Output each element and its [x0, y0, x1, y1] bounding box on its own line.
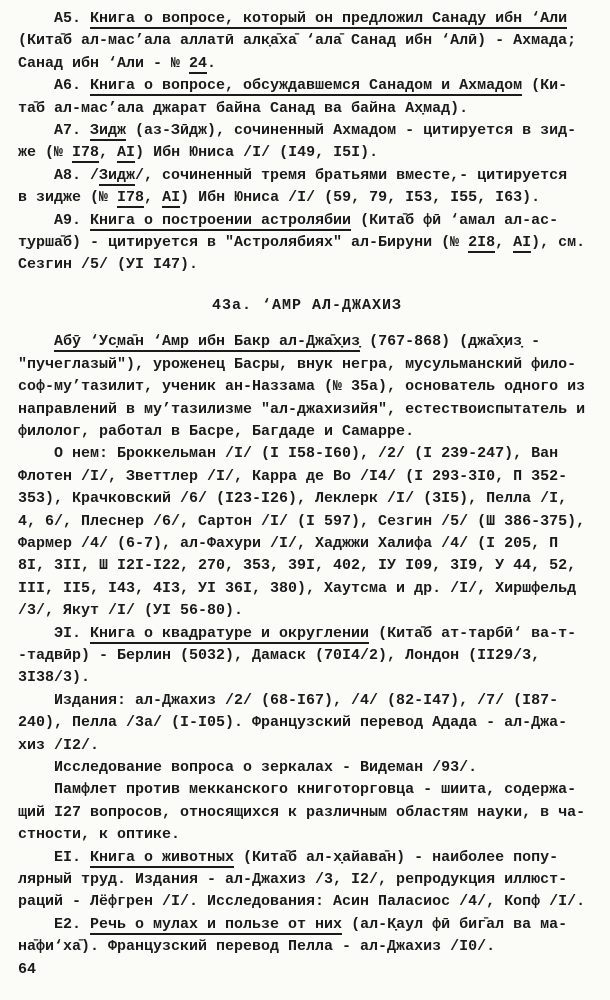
underlined-text: АI	[162, 189, 181, 207]
text-line	[18, 869, 596, 891]
text-segment: (Кита̄б ат-тарбӣ‘ ва-т-	[369, 624, 577, 642]
underlined-text: Абӯ ‘Ус̣ма̄н ‘Амр ибн Бакр ал-Джа̄х̣из̣	[54, 333, 361, 351]
text-line	[18, 331, 596, 353]
text-segment: Издания: ал-Джахиз /2/ (68-I67), /4/ (82-I47), /7/ (I87-	[18, 691, 559, 709]
text-segment: 353), Крачковский /6/ (I23-I26), Леклерк /I/ (3I5), Пелла /I,	[18, 490, 568, 508]
text-line	[18, 578, 596, 600]
section-heading: 43а. ‘АМР АЛ-ДЖАХИЗ	[211, 296, 403, 314]
text-line	[18, 232, 596, 254]
text-segment: (767-868) (джа̄х̣из̣ -	[360, 333, 541, 351]
text-segment: лярный труд. Издания - ал-Джахиз /3, I2/, репродукция иллюст-	[18, 871, 568, 889]
text-segment: направлений в му’тазилизме "ал-джахизийя", естествоиспытатель и	[18, 400, 586, 418]
text-segment: ЭI.	[18, 624, 91, 642]
text-segment: Фармер /4/ (6-7), ал-Фахури /I/, Хаджжи Халифа /4/ (I 205, П	[18, 534, 559, 552]
text-segment: (Ки-	[522, 77, 568, 95]
text-line	[18, 847, 596, 869]
text-segment: ) Ибн Юниса /I/ (I49, I5I).	[135, 144, 379, 162]
text-segment: (Кита̄б фӣ ‘амал ал-ас-	[351, 211, 559, 229]
text-line	[18, 623, 596, 645]
text-segment	[18, 333, 54, 350]
text-segment: ,	[144, 189, 163, 207]
text-line	[18, 376, 596, 398]
text-segment: 4, 6/, Плеснер /6/, Сартон /I/ (I 597), Сезгин /5/ (Ш 386-375),	[18, 512, 586, 530]
text-line	[18, 165, 596, 187]
underlined-text: Книга о построении астролябии	[90, 211, 352, 229]
text-segment: (Кита̄б ал-х̣айава̄н) - наиболее попу-	[234, 848, 559, 866]
text-line	[18, 511, 596, 533]
text-line	[18, 254, 596, 276]
text-segment: т̣урша̄б) - цитируется в "Астролябиях" ал-Бируни (№	[18, 234, 469, 252]
text-line	[18, 645, 596, 667]
text-segment: Е2.	[18, 915, 91, 933]
text-segment: 3I38/3).	[18, 669, 91, 687]
text-segment: .	[207, 54, 217, 72]
text-line	[18, 824, 596, 846]
text-segment: хиз /I2/.	[18, 736, 100, 754]
text-line	[18, 690, 596, 712]
text-segment: /, сочиненный тремя братьями вместе,- цитируется	[135, 166, 568, 184]
underlined-text: Книга о вопросе, обсуждавшемся Санадом и Ахмадом	[90, 77, 523, 95]
text-segment: -тадвӣр) - Берлин (5032), Дамаск (70I4/2), Лондон (II29/3,	[18, 646, 541, 664]
text-segment: ЕI.	[18, 848, 91, 866]
underlined-text: Книга о квадратуре и округлении	[90, 624, 370, 642]
text-segment: А8. /	[18, 166, 100, 184]
text-segment: А9.	[18, 211, 91, 229]
text-segment: стности, к оптике.	[18, 826, 181, 844]
text-line	[18, 936, 596, 958]
text-segment: Исследование вопроса о зеркалах - Видеман /93/.	[18, 759, 478, 776]
underlined-text: Зидж	[99, 166, 136, 184]
text-line	[18, 779, 596, 801]
text-segment: А6.	[18, 77, 91, 95]
text-segment: ) Ибн Юниса /I/ (59, 79, I53, I55, I63).	[180, 189, 541, 207]
text-segment: та̄б ал-мас’ала джарат байна Санад ва байна Ах̣мад).	[18, 99, 469, 117]
text-segment: 8I, 3II, Ш I2I-I22, 270, 353, 39I, 402, IУ I09, 3I9, У 44, 52,	[18, 557, 577, 575]
text-segment: ), см.	[531, 234, 586, 252]
underlined-text: Книга о животных	[90, 848, 235, 866]
underlined-text: Книга о вопросе, который он предложил Санаду ибн ‘Али	[90, 10, 568, 27]
text-line	[18, 120, 596, 142]
text-segment: "пучеглазый"), уроженец Басры, внук негра, мусульманский фило-	[18, 355, 577, 373]
text-line	[18, 399, 596, 421]
text-line	[18, 891, 596, 913]
text-line	[18, 354, 596, 376]
text-line	[18, 30, 596, 52]
text-segment: же (№	[18, 144, 73, 162]
text-segment: А7.	[18, 122, 91, 140]
bibliography-entries-a	[18, 8, 596, 277]
text-segment: (Кита̄б ал-мас’ала аллатӣ алк̣а̄ха̄ ‘ала̄ Санад ибн ‘Алӣ) - Ахмада;	[18, 32, 577, 50]
text-line	[18, 210, 596, 232]
underlined-text: АI	[117, 144, 136, 162]
text-line	[18, 555, 596, 577]
underlined-text: I78	[72, 144, 100, 162]
text-segment: А5.	[18, 10, 91, 27]
text-line	[18, 421, 596, 443]
text-line	[18, 757, 596, 779]
text-segment: филолог, работал в Басре, Багдаде и Самарре.	[18, 422, 415, 440]
text-segment: на̄фи‘ха̄). Французский перевод Пелла - ал-Джахиз /I0/.	[18, 938, 496, 956]
underlined-text: АI	[513, 234, 532, 252]
text-line	[18, 600, 596, 622]
text-line	[18, 187, 596, 209]
text-line	[18, 712, 596, 734]
text-segment: /3/, Якут /I/ (УI 56-80).	[18, 602, 244, 620]
underlined-text: I78	[117, 189, 145, 207]
text-line	[18, 667, 596, 689]
text-segment: III, II5, I43, 4I3, УI 36I, 380), Хаутсма и др. /I/, Хиршфельд	[18, 579, 577, 597]
text-segment: щий I27 вопросов, относящихся к различным областям науки, в ча-	[18, 803, 586, 821]
underlined-text: 2I8	[468, 234, 496, 252]
text-segment: раций - Лёфгрен /I/. Исследования: Асин Паласиос /4/, Копф /I/.	[18, 893, 586, 911]
text-line	[18, 914, 596, 936]
underlined-text: Речь о мулах и пользе от них	[90, 915, 343, 933]
text-segment: (ал-К̣аул фӣ биг̄ал ва ма-	[342, 915, 568, 933]
text-line	[18, 75, 596, 97]
text-segment: соф-му’тазилит, ученик ан-Наззама (№ 35а), основатель одного из	[18, 378, 586, 396]
text-line	[18, 8, 596, 30]
text-line	[18, 98, 596, 120]
text-segment: Памфлет против мекканского книготорговца - шиита, содержа-	[18, 781, 577, 799]
underlined-text: 24	[189, 54, 208, 72]
text-segment: ,	[99, 144, 118, 162]
text-segment: Флотен /I/, Зветтлер /I/, Карра де Во /I4/ (I 293-3I0, П 352-	[18, 467, 568, 485]
page-number: 64	[18, 960, 37, 978]
section-body	[18, 331, 596, 958]
text-line	[18, 735, 596, 757]
text-line	[18, 53, 596, 75]
text-line	[18, 802, 596, 824]
text-segment: ,	[495, 234, 514, 252]
text-segment: Сезгин /5/ (УI I47).	[18, 256, 199, 274]
text-line	[18, 443, 596, 465]
underlined-text: Зидж	[90, 122, 127, 140]
text-line	[18, 466, 596, 488]
text-line	[18, 488, 596, 510]
text-line	[18, 142, 596, 164]
text-segment: 240), Пелла /3а/ (I-I05). Французский перевод Адада - ал-Джа-	[18, 714, 568, 732]
text-segment: в зидже (№	[18, 189, 118, 207]
text-segment: Санад ибн ‘Али - №	[18, 54, 190, 72]
text-line	[18, 533, 596, 555]
text-segment: О нем: Броккельман /I/ (I I58-I60), /2/ (I 239-247), Ван	[18, 445, 559, 463]
text-segment: (аз-Зӣдж), сочиненный Ахмадом - цитируется в зид-	[126, 122, 577, 140]
